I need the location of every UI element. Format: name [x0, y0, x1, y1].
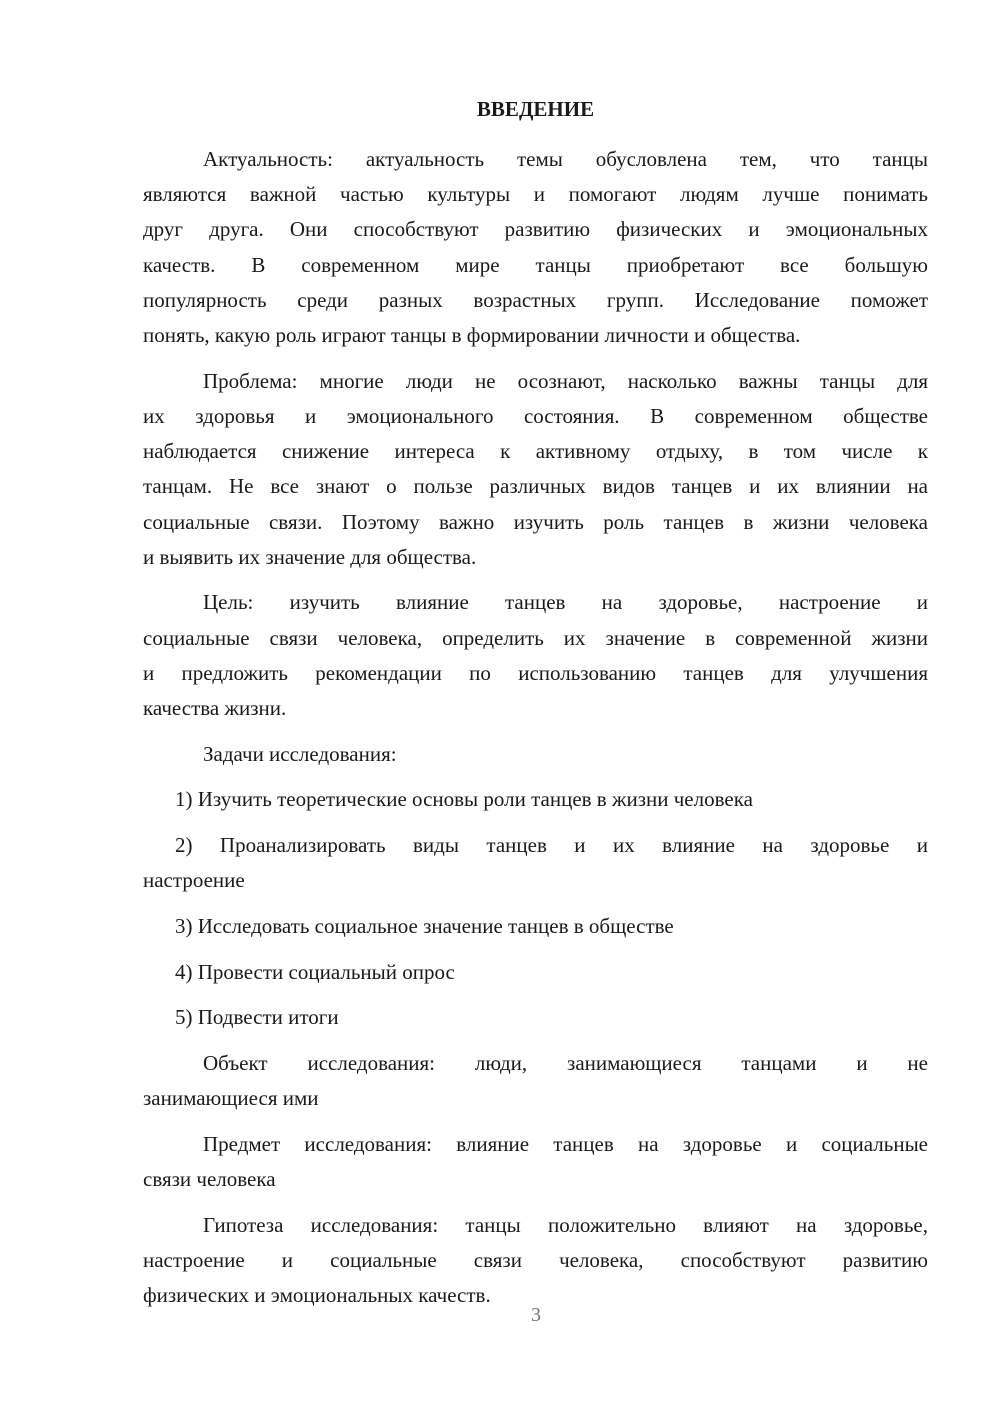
text-line: Цель: изучить влияние танцев на здоровье, настроение и — [203, 590, 928, 615]
text-line: занимающиеся ими — [143, 1086, 319, 1111]
text-line: и выявить их значение для общества. — [143, 544, 477, 569]
task-item — [143, 828, 928, 898]
text-line: танцам. Не все знают о пользе различных видов танцев и их влиянии на — [143, 474, 928, 499]
object-paragraph — [143, 1046, 928, 1116]
task-item — [143, 1000, 928, 1035]
text-line: настроение — [143, 868, 245, 893]
text-line: являются важной частью культуры и помогают людям лучше понимать — [143, 182, 928, 207]
text-line: друг друга. Они способствуют развитию физических и эмоциональных — [143, 217, 928, 242]
task-item — [143, 955, 928, 990]
text-line: 1) Изучить теоретические основы роли танцев в жизни человека — [175, 787, 753, 812]
text-line: и предложить рекомендации по использованию танцев для улучшения — [143, 660, 928, 685]
document-body — [143, 142, 928, 1324]
page-number: 3 — [531, 1304, 541, 1326]
text-line: Предмет исследования: влияние танцев на здоровье и социальные — [203, 1132, 928, 1157]
text-line: понять, какую роль играют танцы в формировании личности и общества. — [143, 323, 801, 348]
text-line: их здоровья и эмоционального состояния. В современном обществе — [143, 403, 928, 428]
text-line: связи человека — [143, 1167, 276, 1192]
task-item — [143, 909, 928, 944]
text-line: Гипотеза исследования: танцы положительно влияют на здоровье, — [203, 1212, 928, 1237]
goal-paragraph — [143, 585, 928, 726]
text-line: настроение и социальные связи человека, способствуют развитию — [143, 1248, 928, 1273]
text-line: качества жизни. — [143, 696, 287, 721]
text-line: социальные связи. Поэтому важно изучить роль танцев в жизни человека — [143, 509, 928, 534]
text-line: социальные связи человека, определить их значение в современной жизни — [143, 625, 928, 650]
relevance-paragraph — [143, 142, 928, 353]
text-line: 3) Исследовать социальное значение танцев в обществе — [175, 914, 674, 939]
task-item — [143, 782, 928, 817]
tasks-heading — [143, 737, 928, 772]
text-line: 5) Подвести итоги — [175, 1005, 339, 1030]
problem-paragraph — [143, 364, 928, 575]
text-line: качеств. В современном мире танцы приобретают все большую — [143, 252, 928, 277]
text-line: Актуальность: актуальность темы обусловлена тем, что танцы — [203, 147, 928, 171]
hypothesis-paragraph — [143, 1208, 928, 1314]
text-line: популярность среди разных возрастных групп. Исследование поможет — [143, 287, 928, 312]
text-line: 4) Провести социальный опрос — [175, 959, 455, 984]
subject-paragraph — [143, 1127, 928, 1197]
text-line: наблюдается снижение интереса к активному отдыху, в том числе к — [143, 439, 928, 464]
text-line: 2) Проанализировать виды танцев и их влияние на здоровье и — [175, 833, 928, 858]
text-line: Проблема: многие люди не осознают, насколько важны танцы для — [203, 368, 928, 393]
section-title: ВВЕДЕНИЕ — [476, 97, 595, 121]
text-line: Объект исследования: люди, занимающиеся танцами и не — [203, 1051, 928, 1076]
text-line: Задачи исследования: — [203, 741, 397, 766]
text-line: физических и эмоциональных качеств. — [143, 1283, 491, 1308]
